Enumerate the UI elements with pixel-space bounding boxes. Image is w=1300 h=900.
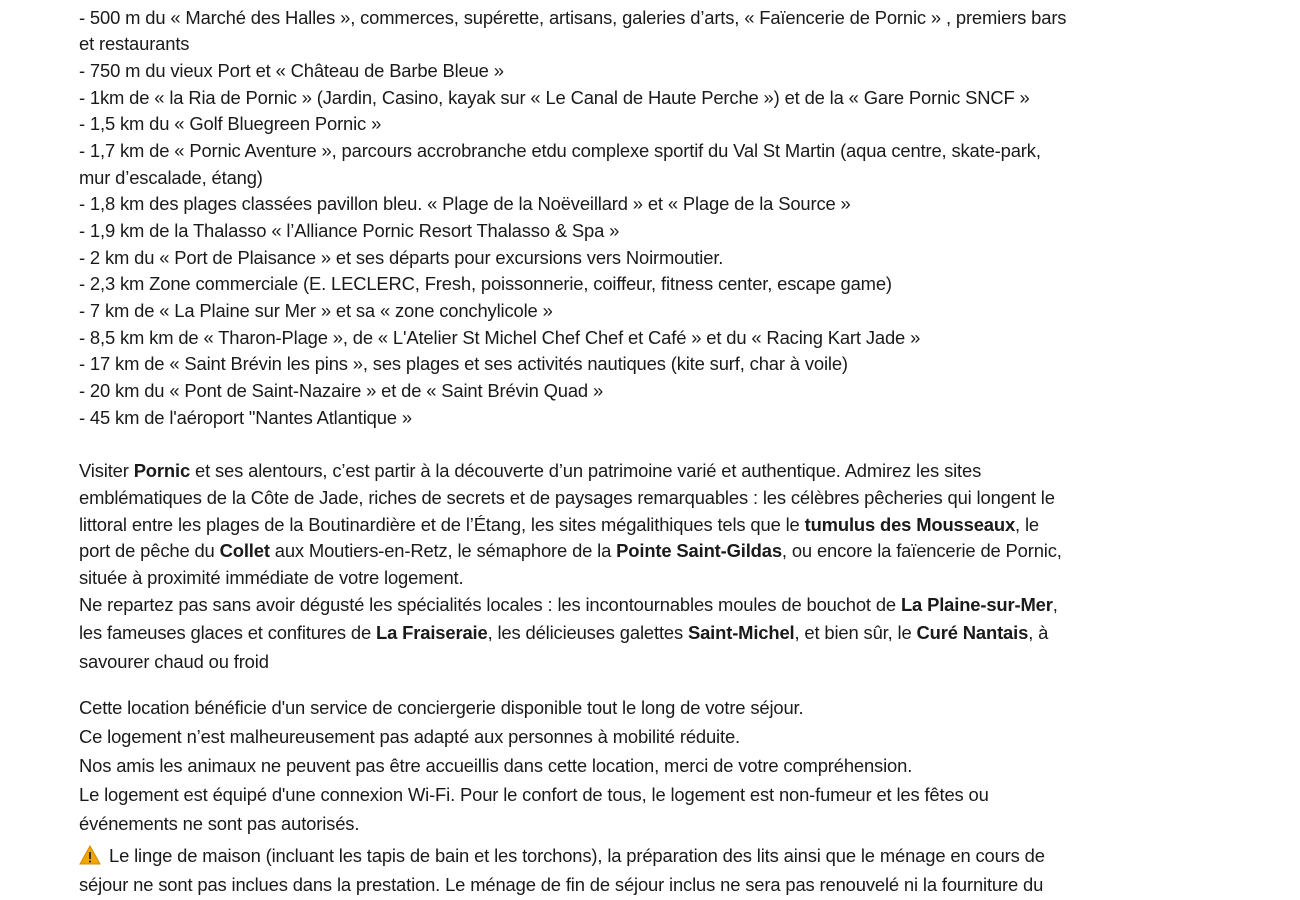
text-segment: les fameuses glaces et confitures de xyxy=(79,622,377,643)
info-line xyxy=(79,696,803,720)
text-segment: littoral entre les plages de la Boutinardière et de l’Étang, les sites mégalithiques tels que le xyxy=(79,514,805,535)
text-segment: , les délicieuses galettes xyxy=(487,622,688,643)
text-segment: Ne repartez pas sans avoir dégusté les spécialités locales : les incontournables moules de bouchot de xyxy=(79,594,901,615)
text-segment: , ou encore la faïencerie de Pornic, xyxy=(781,540,1062,561)
distances-line xyxy=(79,6,1066,30)
text-segment: - 7 km de « La Plaine sur Mer » et sa « zone conchylicole » xyxy=(79,300,553,321)
text-segment: Visiter xyxy=(79,460,134,481)
text-segment: - 17 km de « Saint Brévin les pins », ses plages et ses activités nautiques (kite surf, char à voile) xyxy=(79,353,848,374)
visit-line xyxy=(79,486,1055,510)
text-segment: séjour ne sont pas inclues dans la prestation. Le ménage de fin de séjour inclus ne sera pas renouvelé ni la fourniture du xyxy=(79,874,1044,895)
text-segment: - 1,9 km de la Thalasso « l’Alliance Pornic Resort Thalasso & Spa » xyxy=(79,220,620,241)
distances-line xyxy=(79,379,603,403)
bold-text: tumulus des Mousseaux xyxy=(804,514,1016,535)
visit-line xyxy=(79,650,269,674)
visit-line xyxy=(79,459,981,483)
text-segment: mur d’escalade, étang) xyxy=(79,167,263,188)
text-segment: - 500 m du « Marché des Halles », commerces, supérette, artisans, galeries d’arts, « Faïencerie de Pornic » , premiers bars xyxy=(79,7,1067,28)
bold-text: Collet xyxy=(219,540,270,561)
text-segment: , et bien sûr, le xyxy=(794,622,917,643)
text-segment: - 1,8 km des plages classées pavillon bleu. « Plage de la Noëveillard » et « Plage de la Source » xyxy=(79,193,851,214)
text-segment: Nos amis les animaux ne peuvent pas être accueillis dans cette location, merci de votre compréhension. xyxy=(79,755,913,776)
distances-line xyxy=(79,166,263,190)
text-segment: située à proximité immédiate de votre logement. xyxy=(79,567,464,588)
visit-line xyxy=(79,621,1048,645)
distances-line xyxy=(79,59,504,83)
info-line xyxy=(79,873,1043,897)
bold-text: La Plaine-sur-Mer xyxy=(900,594,1053,615)
distances-line xyxy=(79,272,892,296)
text-segment: et restaurants xyxy=(79,33,190,54)
text-segment: - 8,5 km km de « Tharon-Plage », de « L'Atelier St Michel Chef Chef et Café » et du « Racing Kart Jade » xyxy=(79,327,921,348)
visit-line xyxy=(79,593,1058,617)
bold-text: Saint-Michel xyxy=(687,622,795,643)
text-segment: port de pêche du xyxy=(79,540,220,561)
bold-text: Pornic xyxy=(133,460,191,481)
text-segment: - 1,7 km de « Pornic Aventure », parcours accrobranche etdu complexe sportif du Val St Martin (aqua centre, skate-park, xyxy=(79,140,1041,161)
distances-line xyxy=(79,326,920,350)
distances-line xyxy=(79,192,851,216)
text-segment: - 1km de « la Ria de Pornic » (Jardin, Casino, kayak sur « Le Canal de Haute Perche ») et de la « Gare Pornic SNCF » xyxy=(79,87,1030,108)
text-segment: - 1,5 km du « Golf Bluegreen Pornic » xyxy=(79,113,382,134)
distances-line xyxy=(79,299,553,323)
warning-icon xyxy=(79,845,101,865)
text-segment: Le linge de maison (incluant les tapis de bain et les torchons), la préparation des lits ainsi que le ménage en cours de xyxy=(109,845,1045,866)
distances-line xyxy=(79,219,619,243)
distances-line xyxy=(79,246,723,270)
distances-line xyxy=(79,406,412,430)
info-line xyxy=(79,754,912,778)
visit-line xyxy=(79,566,463,590)
text-segment: et ses alentours, c’est partir à la découverte d’un patrimoine varié et authentique. Admirez les sites xyxy=(190,460,982,481)
text-segment: Cette location bénéficie d'un service de conciergerie disponible tout le long de votre séjour. xyxy=(79,697,804,718)
visit-line xyxy=(79,539,1062,563)
info-line xyxy=(79,725,740,749)
text-segment: aux Moutiers-en-Retz, le sémaphore de la xyxy=(269,540,617,561)
distances-line xyxy=(79,139,1041,163)
info-line xyxy=(79,812,359,836)
bold-text: Pointe Saint-Gildas xyxy=(616,540,782,561)
text-segment: , à xyxy=(1028,622,1049,643)
text-segment: - 45 km de l'aéroport "Nantes Atlantique » xyxy=(79,407,412,428)
distances-line xyxy=(79,112,381,136)
text-segment: emblématiques de la Côte de Jade, riches de secrets et de paysages remarquables : les célèbres pêcheries qui longent le xyxy=(79,487,1055,508)
info-line xyxy=(79,783,989,807)
text-segment: Le logement est équipé d'une connexion Wi-Fi. Pour le confort de tous, le logement est non-fumeur et les fêtes ou xyxy=(79,784,989,805)
text-segment: Ce logement n’est malheureusement pas adapté aux personnes à mobilité réduite. xyxy=(79,726,740,747)
distances-line xyxy=(79,352,848,376)
text-segment: - 2,3 km Zone commerciale (E. LECLERC, Fresh, poissonnerie, coiffeur, fitness center, escape game) xyxy=(79,273,892,294)
distances-line xyxy=(79,86,1030,110)
text-segment: - 20 km du « Pont de Saint-Nazaire » et de « Saint Brévin Quad » xyxy=(79,380,604,401)
text-segment: événements ne sont pas autorisés. xyxy=(79,813,360,834)
bold-text: La Fraiseraie xyxy=(376,622,488,643)
distances-line xyxy=(79,32,189,56)
text-segment: , le xyxy=(1015,514,1039,535)
text-segment: savourer chaud ou froid xyxy=(79,651,269,672)
text-segment: , xyxy=(1052,594,1058,615)
text-segment: - 750 m du vieux Port et « Château de Barbe Bleue » xyxy=(79,60,504,81)
bold-text: Curé Nantais xyxy=(916,622,1029,643)
visit-line xyxy=(79,513,1039,537)
text-segment: - 2 km du « Port de Plaisance » et ses départs pour excursions vers Noirmoutier. xyxy=(79,247,724,268)
info-line xyxy=(79,844,1045,868)
